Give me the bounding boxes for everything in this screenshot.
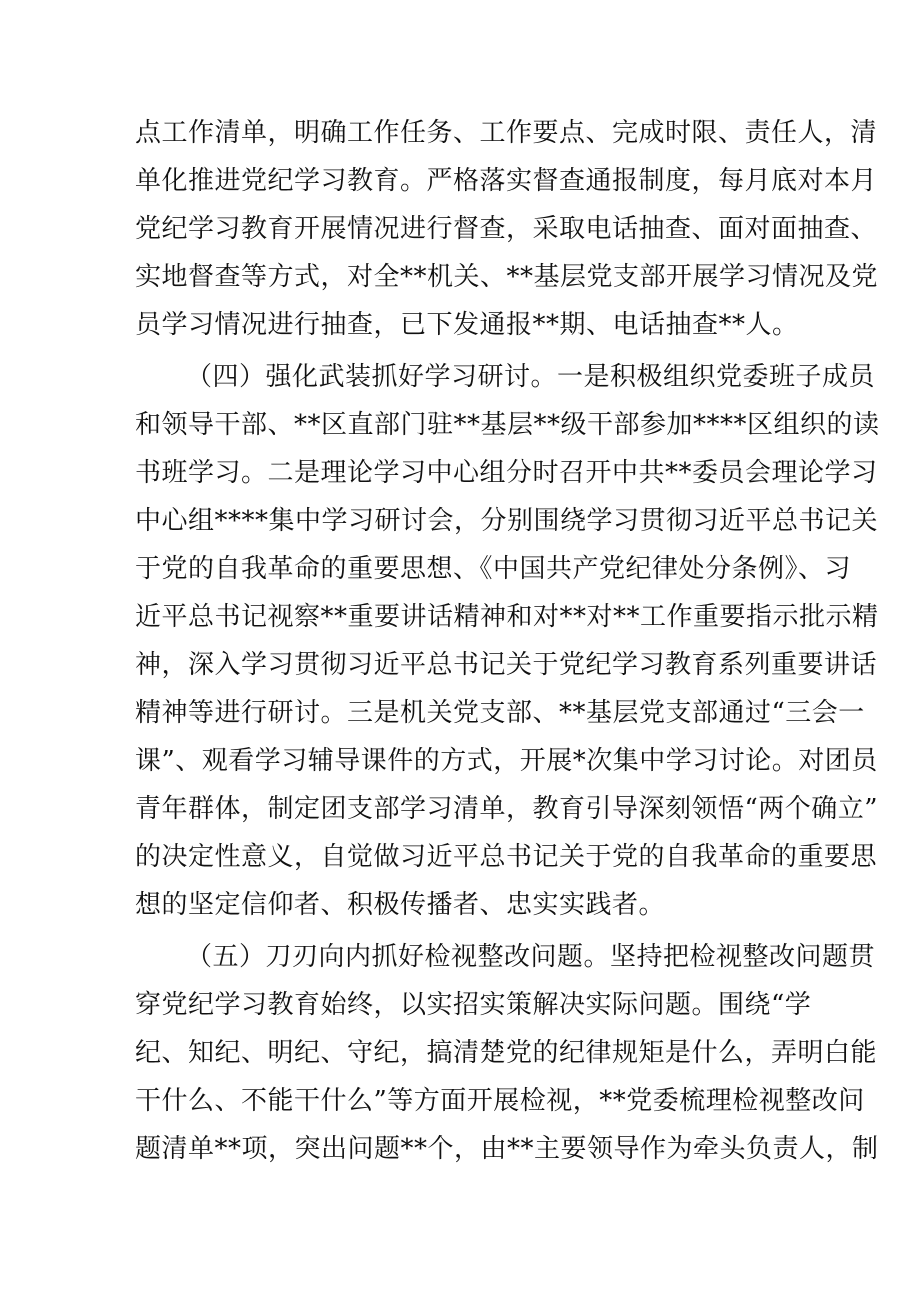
text-line: 中心组****集中学习研讨会，分别围绕学习贯彻习近平总书记关 bbox=[135, 506, 879, 536]
text-line: 单化推进党纪学习教育。严格落实督查通报制度，每月底对本月 bbox=[135, 166, 878, 196]
text-line: 精神等进行研讨。三是机关党支部、**基层党支部通过“三会一 bbox=[135, 698, 865, 728]
text-line: 近平总书记视察**重要讲话精神和对**对**工作重要指示批示精 bbox=[135, 602, 879, 632]
text-line: 书班学习。二是理论学习中心组分时召开中共**委员会理论学习 bbox=[135, 458, 878, 488]
text-line: 员学习情况进行抽查，已下发通报**期、电话抽查**人。 bbox=[135, 310, 799, 340]
text-line: 想的坚定信仰者、积极传播者、忠实实践者。 bbox=[135, 890, 666, 920]
text-line: 课”、观看学习辅导课件的方式，开展*次集中学习讨论。对团员 bbox=[135, 746, 878, 776]
text-line: 题清单**项，突出问题**个，由**主要领导作为牵头负责人，制 bbox=[135, 1134, 879, 1164]
paragraph-four-first-line: （四）强化武装抓好学习研讨。一是积极组织党委班子成员 bbox=[186, 362, 876, 392]
text-line: 党纪学习教育开展情况进行督查，采取电话抽查、面对面抽查、 bbox=[135, 214, 878, 244]
text-line: 神，深入学习贯彻习近平总书记关于党纪学习教育系列重要讲话 bbox=[135, 650, 878, 680]
text-line: 的决定性意义，自觉做习近平总书记关于党的自我革命的重要思 bbox=[135, 842, 878, 872]
text-line: 穿党纪学习教育始终，以实招实策解决实际问题。围绕“学 bbox=[135, 990, 812, 1020]
paragraph-five-first-line: （五）刀刃向内抓好检视整改问题。坚持把检视整改问题贯 bbox=[186, 942, 876, 972]
text-line: 纪、知纪、明纪、守纪，搞清楚党的纪律规矩是什么，弄明白能 bbox=[135, 1038, 878, 1068]
text-line: 青年群体，制定团支部学习清单，教育引导深刻领悟“两个确立” bbox=[135, 794, 879, 824]
text-line: 于党的自我革命的重要思想、《中国共产党纪律处分条例》、习 bbox=[135, 554, 852, 584]
text-line: 点工作清单，明确工作任务、工作要点、完成时限、责任人，清 bbox=[135, 118, 878, 148]
text-line: 和领导干部、**区直部门驻**基层**级干部参加****区组织的读 bbox=[135, 410, 880, 440]
text-line: 实地督查等方式，对全**机关、**基层党支部开展学习情况及党 bbox=[135, 262, 879, 292]
text-line: 干什么、不能干什么”等方面开展检视，**党委梳理检视整改问 bbox=[135, 1086, 865, 1116]
